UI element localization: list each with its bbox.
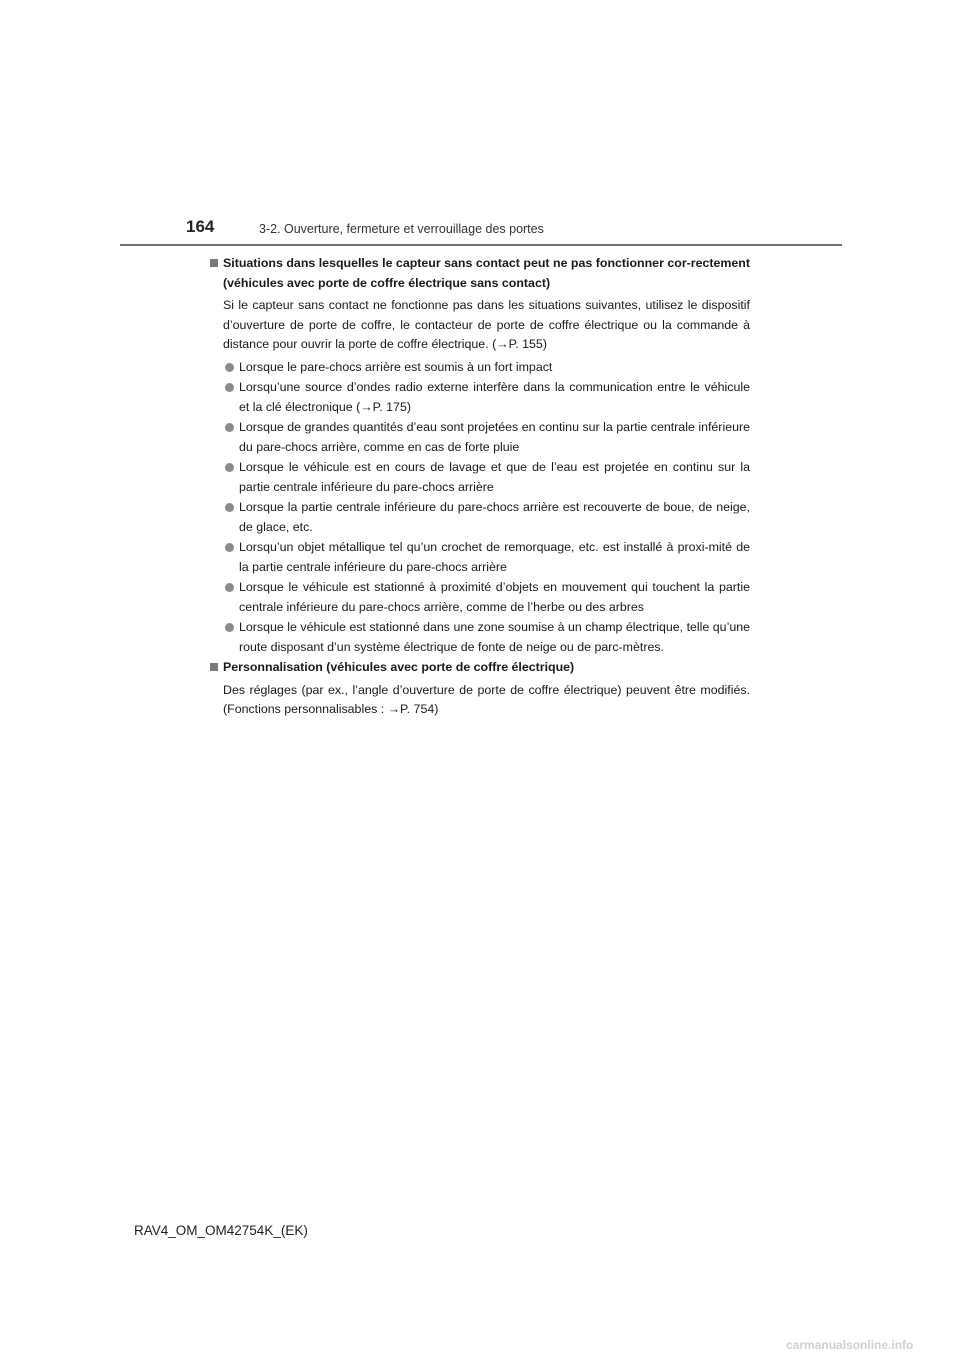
- section-heading-text: Personnalisation (véhicules avec porte de coffre électrique): [223, 660, 575, 674]
- document-code: RAV4_OM_OM42754K_(EK): [134, 1223, 308, 1238]
- square-bullet-icon: [210, 259, 218, 267]
- bullet-item: [210, 358, 750, 378]
- section-paragraph: Si le capteur sans contact ne fonctionne pas dans les situations suivantes, utilisez le dispositif d’ouverture de porte de coffre, le contacteur de porte de coffre électrique ou la commande à distance pour ouvrir la porte de coffre électrique. (→P. 155): [223, 298, 750, 351]
- bullet-text: Lorsqu’une source d’ondes radio externe interfère dans la communication entre le véhicule et la clé électronique (→P. 175): [239, 380, 750, 414]
- section-heading-text: Situations dans lesquelles le capteur sans contact peut ne pas fonctionner cor-rectement (véhicules avec porte de coffre électrique sans contact): [223, 256, 750, 290]
- bullet-text: Lorsque le véhicule est en cours de lavage et que de l’eau est projetée en continu sur la partie centrale inférieure du pare-chocs arrière: [239, 460, 750, 494]
- round-bullet-icon: [225, 463, 234, 472]
- round-bullet-icon: [225, 623, 234, 632]
- page-content: [210, 254, 750, 723]
- page-number: 164: [186, 217, 215, 236]
- section-paragraph: Des réglages (par ex., l’angle d’ouverture de porte de coffre électrique) peuvent être modifiés. (Fonctions personnalisables : →P. 754): [223, 682, 750, 716]
- bullet-text: Lorsque le pare-chocs arrière est soumis à un fort impact: [239, 359, 553, 374]
- watermark-link[interactable]: carmanualsonline.info: [786, 1338, 914, 1352]
- bullet-item: [210, 378, 750, 417]
- round-bullet-icon: [225, 383, 234, 392]
- bullet-text: Lorsque le véhicule est stationné dans une zone soumise à un champ électrique, telle qu’une route disposant d’un système électrique de fonte de neige ou de parc-mètres.: [239, 620, 750, 654]
- bullet-item: [210, 498, 750, 537]
- bullet-item: [210, 618, 750, 657]
- round-bullet-icon: [225, 423, 234, 432]
- bullet-item: [210, 458, 750, 497]
- section-heading: [210, 658, 750, 678]
- round-bullet-icon: [225, 363, 234, 372]
- header-divider: [120, 244, 842, 246]
- section-title: 3-2. Ouverture, fermeture et verrouillage des portes: [259, 222, 544, 236]
- section-heading: [210, 254, 750, 293]
- bullet-item: [210, 578, 750, 617]
- square-bullet-icon: [210, 663, 218, 671]
- round-bullet-icon: [225, 503, 234, 512]
- bullet-text: Lorsque la partie centrale inférieure du pare-chocs arrière est recouverte de boue, de neige, de glace, etc.: [239, 500, 750, 534]
- round-bullet-icon: [225, 583, 234, 592]
- bullet-item: [210, 418, 750, 457]
- bullet-item: [210, 538, 750, 577]
- round-bullet-icon: [225, 543, 234, 552]
- bullet-text: Lorsque le véhicule est stationné à proximité d’objets en mouvement qui touchent la partie centrale inférieure du pare-chocs arrière, comme de l’herbe ou des arbres: [239, 580, 750, 614]
- bullet-text: Lorsqu’un objet métallique tel qu’un crochet de remorquage, etc. est installé à proxi-mité de la partie centrale inférieure du pare-chocs arrière: [239, 540, 750, 574]
- bullet-text: Lorsque de grandes quantités d’eau sont projetées en continu sur la partie centrale inférieure du pare-chocs arrière, comme en cas de forte pluie: [239, 420, 750, 454]
